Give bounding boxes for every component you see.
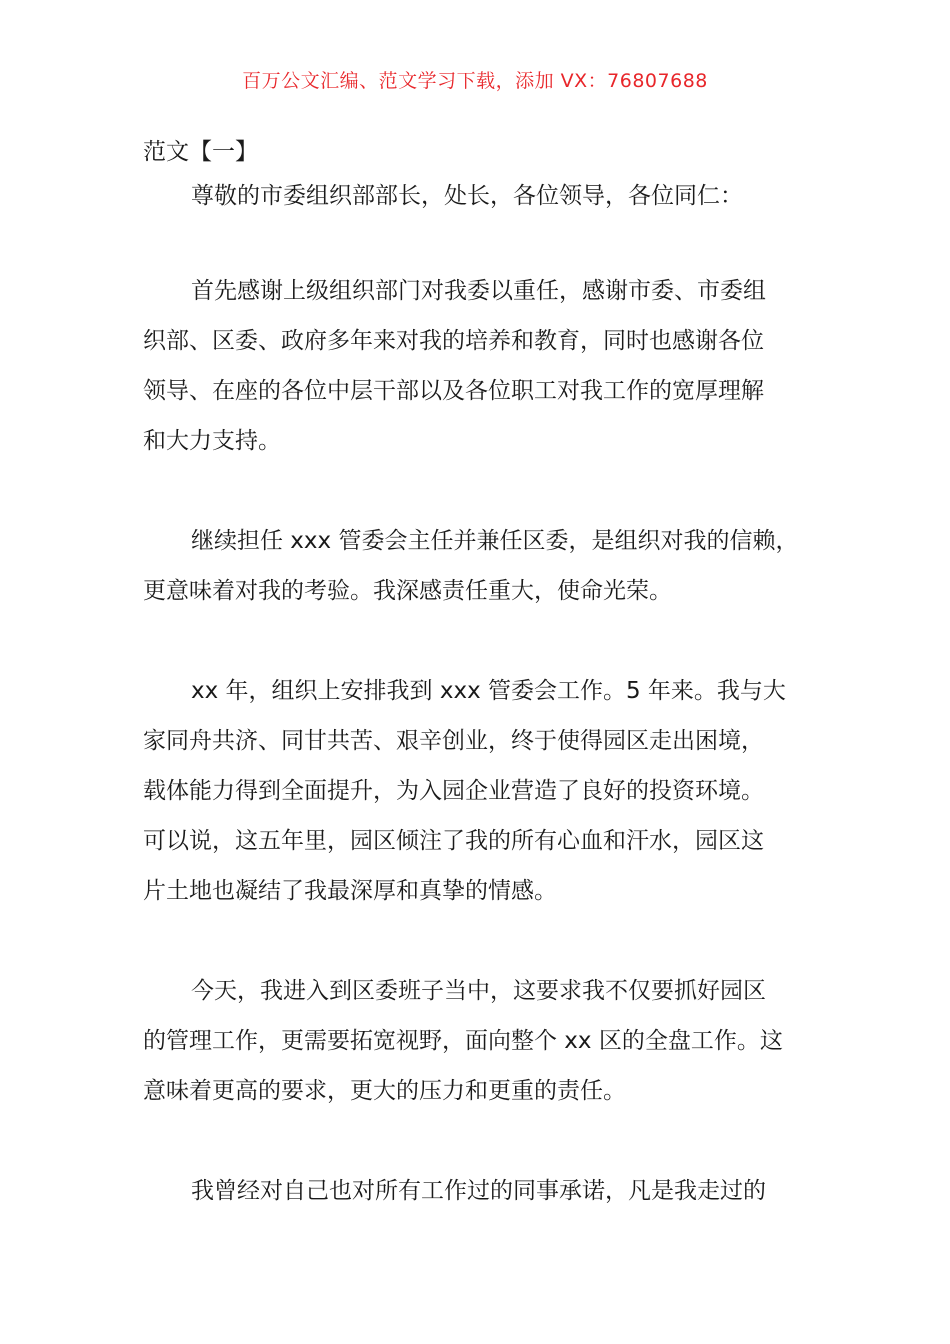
paragraph-line: 意味着更高的要求，更大的压力和更重的责任。 [143,1078,626,1104]
document-heading: 范文【一】 [143,139,258,165]
header-watermark: 百万公文汇编、范文学习下载，添加 VX：76807688 [242,70,708,92]
document-body [143,130,833,1266]
salutation: 尊敬的市委组织部部长，处长，各位领导，各位同仁： [191,183,743,209]
paragraph-line: 织部、区委、政府多年来对我的培养和教育，同时也感谢各位 [143,328,764,354]
paragraph-line: 继续担任 xxx 管委会主任并兼任区委，是组织对我的信赖， [191,528,799,554]
paragraph-list [143,266,833,1216]
paragraph-line: 我曾经对自己也对所有工作过的同事承诺，凡是我走过的 [191,1178,766,1204]
paragraph-line: 家同舟共济、同甘共苦、艰辛创业，终于使得园区走出困境， [143,728,764,754]
paragraph-line: 更意味着对我的考验。我深感责任重大，使命光荣。 [143,578,672,604]
paragraph-line: 和大力支持。 [143,428,281,454]
paragraph-line: 载体能力得到全面提升，为入园企业营造了良好的投资环境。 [143,778,764,804]
paragraph-line: 领导、在座的各位中层干部以及各位职工对我工作的宽厚理解 [143,378,764,404]
paragraph-line: 首先感谢上级组织部门对我委以重任，感谢市委、市委组 [191,278,766,304]
body-paragraph [143,516,833,616]
paragraph-line: xx 年，组织上安排我到 xxx 管委会工作。5 年来。我与大 [191,678,786,704]
body-paragraph [143,1166,833,1216]
body-paragraph [143,266,833,466]
body-paragraph [143,966,833,1116]
paragraph-line: 片土地也凝结了我最深厚和真挚的情感。 [143,878,557,904]
body-paragraph [143,666,833,916]
paragraph-line: 的管理工作，更需要拓宽视野，面向整个 xx 区的全盘工作。这 [143,1028,783,1054]
paragraph-line: 可以说，这五年里，园区倾注了我的所有心血和汗水，园区这 [143,828,764,854]
paragraph-line: 今天，我进入到区委班子当中，这要求我不仅要抓好园区 [191,978,766,1004]
